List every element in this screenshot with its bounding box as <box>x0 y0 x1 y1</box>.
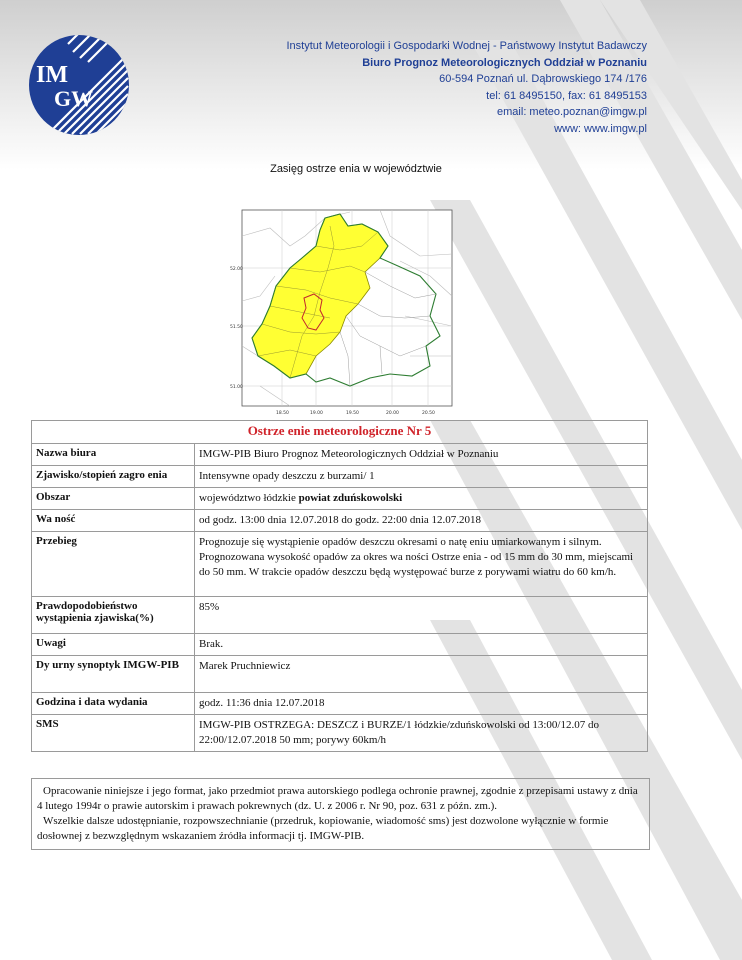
table-row <box>32 693 648 715</box>
table-row <box>32 715 648 752</box>
row-value-phenomenon: Intensywne opady deszczu z burzami/ 1 <box>195 466 648 488</box>
imgw-logo <box>28 34 130 136</box>
map-title: Zasięg ostrze enia w województwie <box>270 163 442 175</box>
institute-name: Instytut Meteorologii i Gospodarki Wodnej - Państwowy Instytut Badawczy <box>286 40 647 52</box>
warning-title-row <box>32 421 648 444</box>
row-label-probability: Prawdopodobieństwo wystąpienia zjawiska(%) <box>32 597 195 634</box>
office-email: email: meteo.poznan@imgw.pl <box>497 106 647 118</box>
row-label-area: Obszar <box>32 488 195 510</box>
svg-text:GW: GW <box>54 86 94 111</box>
x-tick-label: 19.00 <box>310 411 323 416</box>
office-phone: tel: 61 8495150, fax: 61 8495153 <box>486 89 647 102</box>
row-label-remarks: Uwagi <box>32 634 195 656</box>
row-value-validity: od godz. 13:00 dnia 12.07.2018 do godz. 22:00 dnia 12.07.2018 <box>195 510 648 532</box>
office-name: Biuro Prognoz Meteorologicznych Oddział w Poznaniu <box>362 56 647 69</box>
area-region: województwo łódzkie <box>199 492 296 504</box>
table-row <box>32 444 648 466</box>
row-label-issued: Godzina i data wydania <box>32 693 195 715</box>
table-row <box>32 510 648 532</box>
row-value-probability: 85% <box>195 597 648 634</box>
row-label-office: Nazwa biura <box>32 444 195 466</box>
y-tick-label: 51.00 <box>230 385 243 390</box>
table-row <box>32 466 648 488</box>
row-label-phenomenon: Zjawisko/stopień zagro enia <box>32 466 195 488</box>
row-value-office: IMGW-PIB Biuro Prognoz Meteorologicznych Oddział w Poznaniu <box>195 444 648 466</box>
row-value-remarks: Brak. <box>195 634 648 656</box>
row-label-validity: Wa ność <box>32 510 195 532</box>
row-value-sms: IMGW-PIB OSTRZEGA: DESZCZ i BURZE/1 łódzkie/zduńskowolski od 13:00/12.07 do 22:00/12.07.2018 50 mm; porywy 60km/h <box>195 715 648 752</box>
row-value-area <box>195 488 648 510</box>
warning-table <box>31 420 648 752</box>
x-tick-label: 20.00 <box>386 411 399 416</box>
institute-header <box>286 38 647 137</box>
office-website: www: www.imgw.pl <box>554 122 647 135</box>
row-label-course: Przebieg <box>32 532 195 597</box>
office-address: 60-594 Poznań ul. Dąbrowskiego 174 /176 <box>439 73 647 85</box>
table-row <box>32 656 648 693</box>
y-tick-label: 51.50 <box>230 325 243 330</box>
x-tick-label: 19.50 <box>346 411 359 416</box>
y-tick-label: 52.00 <box>230 267 243 272</box>
table-row <box>32 532 648 597</box>
copyright-notice <box>31 778 650 850</box>
area-powiat: powiat zduńskowolski <box>298 492 403 504</box>
table-row <box>32 488 648 510</box>
warning-title: Ostrze enie meteorologiczne Nr 5 <box>32 421 648 444</box>
x-tick-label: 20.50 <box>422 411 435 416</box>
svg-text:IM: IM <box>36 62 68 88</box>
row-value-course: Prognozuje się wystąpienie opadów deszczu okresami o natę eniu umiarkowanym i silnym. Prognozowana wysokość opadów za okres wa ności Ostrze enia - od 15 mm do 30 mm, miejscami do 50 mm. W trakcie opadów deszczu będą występować burze z porywami wiatru do 60 km/h. <box>195 532 648 597</box>
warning-range-map <box>230 206 455 423</box>
copyright-paragraph-1: Opracowanie niniejsze i jego format, jako przedmiot prawa autorskiego podlega ochronie prawnej, zgodnie z przepisami ustawy z dnia 4 lutego 1994r o prawie autorskim i prawach pokrewnych (dz. U. z 2006 r. Nr 90, poz. 631 z późn. zm.). <box>37 785 638 812</box>
row-label-forecaster: Dy urny synoptyk IMGW-PIB <box>32 656 195 693</box>
row-value-issued: godz. 11:36 dnia 12.07.2018 <box>195 693 648 715</box>
row-value-forecaster: Marek Pruchniewicz <box>195 656 648 693</box>
x-tick-label: 18.50 <box>276 411 289 416</box>
table-row <box>32 597 648 634</box>
table-row <box>32 634 648 656</box>
row-label-sms: SMS <box>32 715 195 752</box>
copyright-paragraph-2: Wszelkie dalsze udostępnianie, rozpowszechnianie (przedruk, kopiowanie, wiadomość sms) jest dozwolone wyłącznie w formie dosłownej z bezwzględnym wskazaniem źródła informacji tj. IMGW-PIB. <box>37 815 609 842</box>
